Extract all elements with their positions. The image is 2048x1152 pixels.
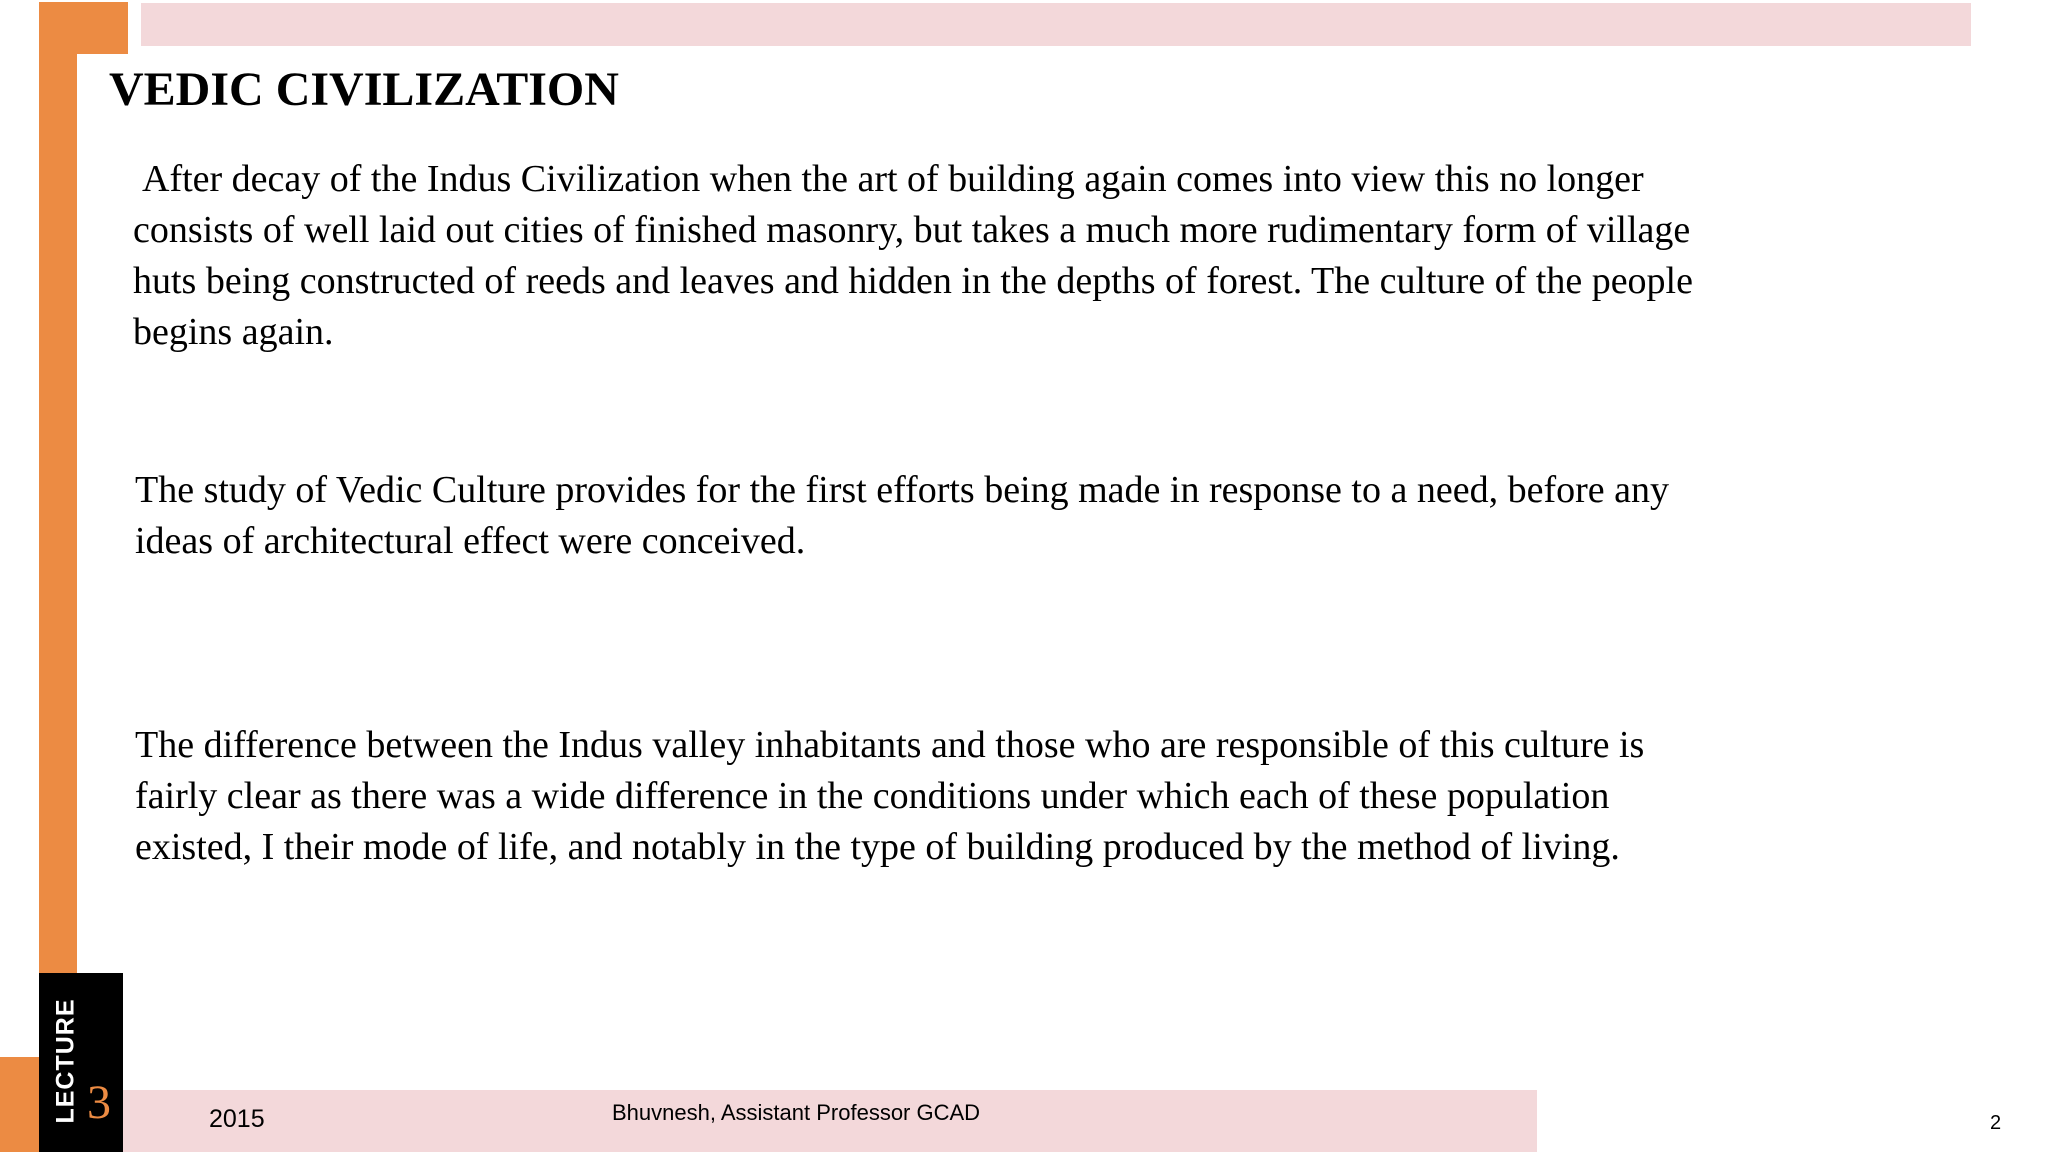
page-number: 2 [1990,1112,2002,1134]
footer-year: 2015 [209,1105,265,1133]
top-accent-bar [141,3,1971,46]
paragraph-intro [133,154,1933,358]
paragraph-line: fairly clear as there was a wide difference in the conditions under which each of these population [135,775,1610,817]
paragraph-line: begins again. [133,311,334,353]
paragraph-line: ideas of architectural effect were conceived. [135,520,806,562]
paragraph-line: huts being constructed of reeds and leaves and hidden in the depths of forest. The culture of the people [133,260,1693,302]
top-left-accent-tab [39,2,128,54]
paragraph-line: consists of well laid out cities of finished masonry, but takes a much more rudimentary form of village [133,209,1691,251]
lecture-number: 3 [87,1076,111,1129]
paragraph-line: The study of Vedic Culture provides for the first efforts being made in response to a need, before any [135,469,1669,511]
slide-title: VEDIC CIVILIZATION [109,63,619,116]
paragraph-vedic-study [135,465,1935,567]
lecture-label: LECTURE [51,998,80,1124]
footer-author: Bhuvnesh, Assistant Professor GCAD [612,1100,981,1125]
paragraph-line: After decay of the Indus Civilization when the art of building again comes into view this no longer [142,158,1644,200]
paragraph-difference [135,720,1935,873]
paragraph-line: existed, I their mode of life, and notably in the type of building produced by the method of living. [135,826,1620,868]
paragraph-line: The difference between the Indus valley inhabitants and those who are responsible of this culture is [135,724,1645,766]
